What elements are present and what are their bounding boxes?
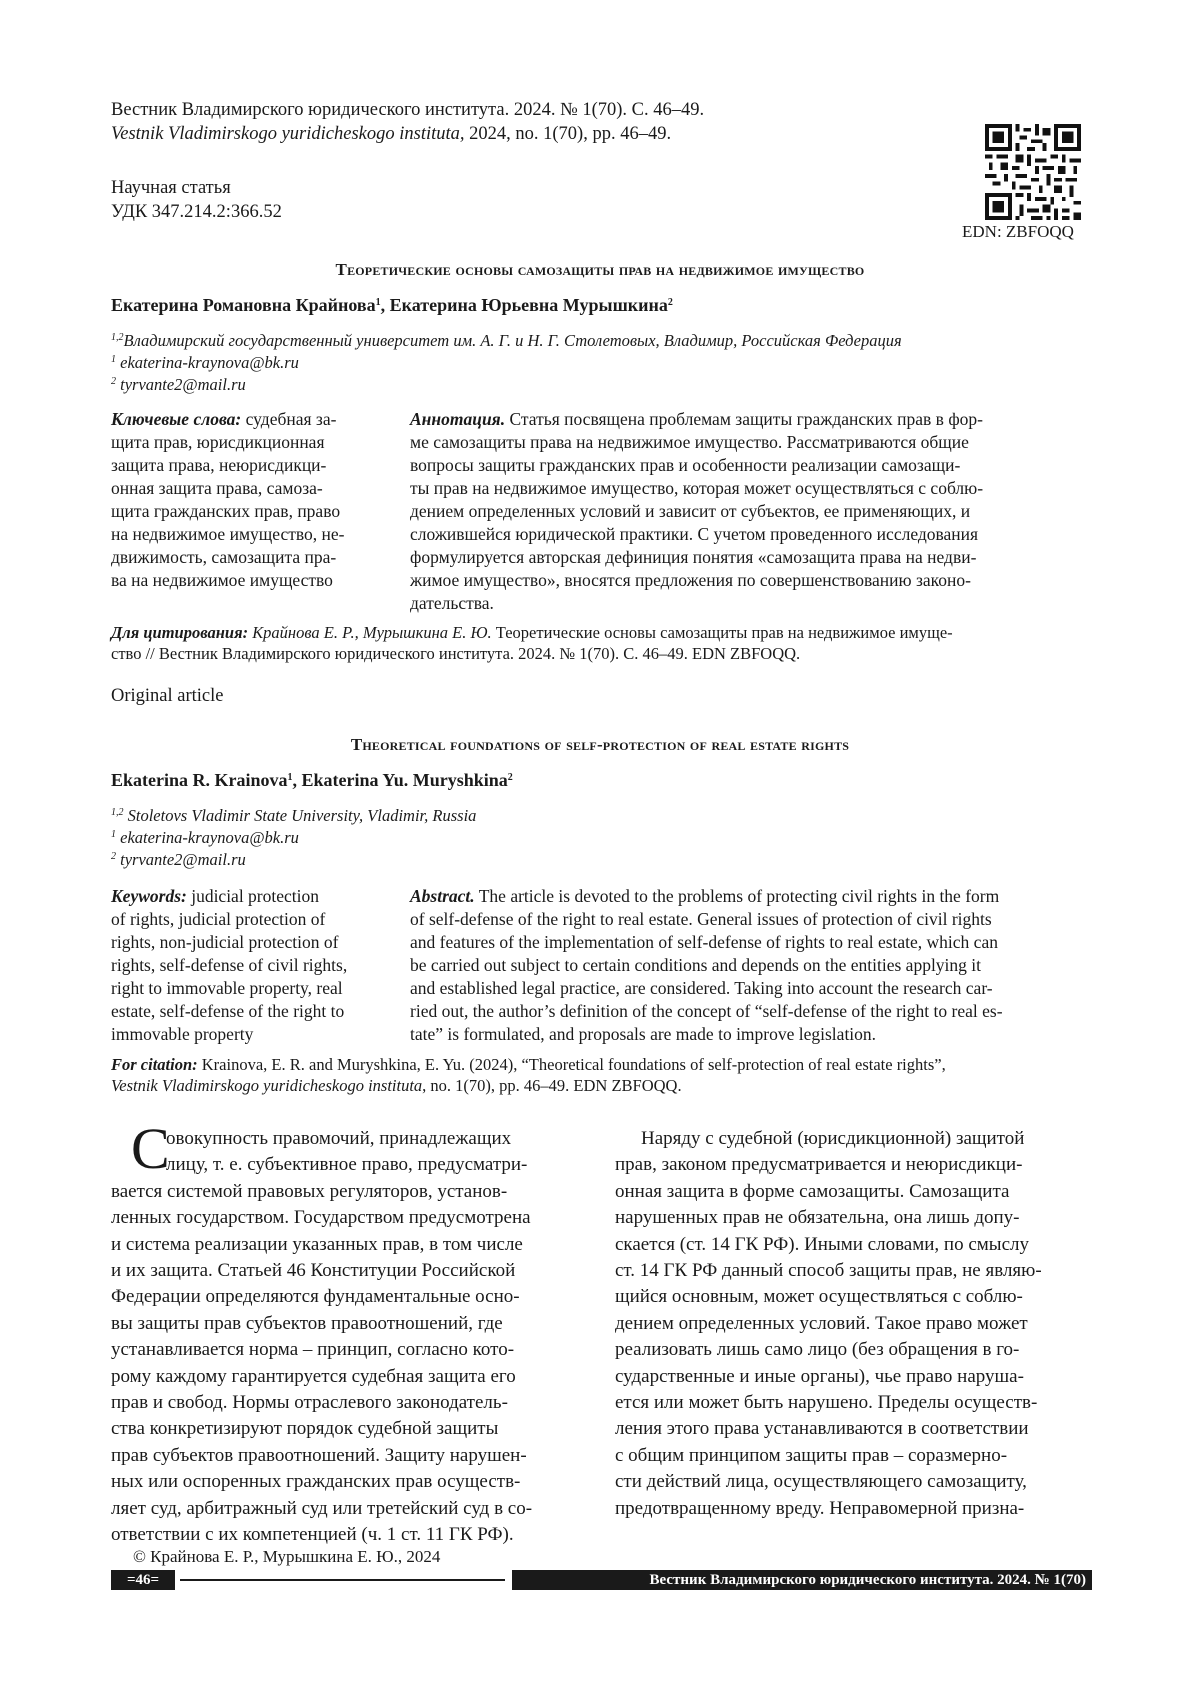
body-line: дением определенных условий. Такое право может — [615, 1312, 1028, 1334]
body-line: ления этого права устанавливаются в соответствии — [615, 1418, 1029, 1440]
drop-cap: С — [131, 1116, 170, 1181]
author1-en: Ekaterina R. Krainova — [111, 770, 288, 790]
udc-code: УДК 347.214.2:366.52 — [111, 202, 282, 222]
body-line: ется или может быть нарушено. Пределы осуществ- — [615, 1392, 1038, 1414]
article-title-ru: Теоретические основы самозащиты прав на недвижимое имущество — [335, 260, 865, 279]
email-line-1-ru — [111, 352, 299, 373]
body-line: нарушенных прав не обязательна, она лишь допу- — [615, 1207, 1020, 1229]
body-line: ляет суд, арбитражный суд или третейский суд в со- — [111, 1497, 533, 1519]
author2-en: Ekaterina Yu. Muryshkina — [301, 770, 508, 790]
body-line: прав и свобод. Нормы отраслевого законодатель- — [111, 1392, 508, 1414]
body-line: сти действий лица, осуществляющего самозащиту, — [615, 1471, 1027, 1493]
citation-authors-ru: Крайнова Е. Р., Мурышкина Е. Ю. — [248, 623, 492, 642]
footer-rule — [180, 1579, 505, 1581]
citation-ru — [111, 622, 953, 664]
body-line: и их защита. Статьей 46 Конституции Российской — [111, 1260, 516, 1282]
citation-text-ru: Теоретические основы самозащиты прав на недвижимое имуще- — [491, 623, 953, 642]
abstract-label-en: Abstract. — [410, 886, 475, 906]
affiliation-sup-en: 1,2 — [111, 807, 124, 818]
abstract-line: ты прав на недвижимое имущество, которая может осуществляться с соблю- — [410, 478, 984, 498]
body-line: ответствии с их компетенцией (ч. 1 ст. 11 ГК РФ). — [111, 1524, 514, 1546]
abstract-label-ru: Аннотация. — [410, 409, 506, 429]
affiliation-text-en: Stoletovs Vladimir State University, Vladimir, Russia — [127, 806, 477, 825]
abstract-line: ried out, the author’s definition of the concept of “self-defense of the right to real es- — [410, 1001, 1003, 1021]
body-line: овокупность правомочий, принадлежащих — [166, 1128, 512, 1149]
email1-en[interactable]: ekaterina-kraynova@bk.ru — [120, 828, 299, 847]
body-line: предотвращенному вреду. Неправомерной призна- — [615, 1497, 1025, 1519]
author1-ru: Екатерина Романовна Крайнова — [111, 295, 376, 315]
abstract-line: tate” is formulated, and proposals are made to improve legislation. — [410, 1024, 877, 1044]
email2-sup-en: 2 — [111, 851, 116, 862]
body-line: с общим принципом защиты прав – соразмерно- — [615, 1444, 1008, 1466]
page-number: =46= — [111, 1570, 175, 1590]
keywords-ru — [111, 408, 386, 592]
abstract-line: дательства. — [410, 593, 494, 613]
body-line: реализовать лишь само лицо (без обращения в го- — [615, 1339, 1020, 1361]
body-column-left — [111, 1126, 591, 1549]
journal-ref-en-issue: 2024, no. 1(70), pp. 46–49. — [464, 124, 672, 144]
article-title-en: Theoretical foundations of self-protection of real estate rights — [350, 735, 850, 754]
keywords-label-en: Keywords: — [111, 886, 187, 906]
body-line: ст. 14 ГК РФ данный способ защиты прав, не являю- — [615, 1260, 1042, 1282]
keywords-line: rights, non-judicial protection of — [111, 932, 339, 952]
body-column-right — [615, 1126, 1100, 1522]
authors-en: Ekaterina R. Krainova$^1$, Ekaterina Yu. Muryshkina$^2$ — [111, 770, 513, 790]
affiliation-en — [111, 805, 476, 826]
body-line: онная защита в форме самозащиты. Самозащита — [615, 1180, 1010, 1202]
email2-en[interactable]: tyrvante2@mail.ru — [120, 850, 246, 869]
abstract-line: вопросы защиты гражданских прав и особенности реализации самозащи- — [410, 455, 961, 475]
body-line: Федерации определяются фундаментальные осно- — [111, 1286, 520, 1308]
body-line: вы защиты прав субъектов правоотношений, где — [111, 1312, 503, 1334]
abstract-line: Аннотация. Статья посвящена проблемам защиты гражданских прав в фор- — [410, 409, 983, 429]
abstract-line: and established legal practice, are considered. Taking into account the research car- — [410, 978, 993, 998]
body-line: рому каждому гарантируется судебная защита его — [111, 1365, 516, 1387]
abstract-line: and features of the implementation of self-defense of rights to real estate, which can — [410, 932, 998, 952]
email1-sup-ru: 1 — [111, 354, 116, 365]
abstract-line: of self-defense of the right to real estate. General issues of protection of civil rights — [410, 909, 992, 929]
keywords-line: защита права, неюрисдикци- — [111, 455, 327, 475]
article-type-ru: Научная статья — [111, 178, 231, 198]
body-line: устанавливается норма – принцип, согласно кото- — [111, 1339, 515, 1361]
email1-ru[interactable]: ekaterina-kraynova@bk.ru — [120, 353, 299, 372]
abstract-line: формулируется авторская дефиниция понятия «самозащита права на недви- — [410, 547, 977, 567]
affiliation-text-ru: Владимирский государственный университет им. А. Г. и Н. Г. Столетовых, Владимир, Российская Федерация — [123, 331, 902, 350]
journal-ref-en — [111, 122, 671, 146]
copyright-note: © Крайнова Е. Р., Мурышкина Е. Ю., 2024 — [133, 1547, 441, 1566]
keywords-line: estate, self-defense of the right to — [111, 1001, 345, 1021]
body-line: прав субъектов правоотношений. Защиту нарушен- — [111, 1444, 527, 1466]
citation-issue-en: , no. 1(70), pp. 46–49. EDN ZBFOQQ. — [422, 1076, 682, 1095]
email-line-2-ru — [111, 374, 246, 395]
body-line: вается системой правовых регуляторов, установ- — [111, 1180, 508, 1202]
journal-ref-en-title: Vestnik Vladimirskogo yuridicheskogo instituta, — [111, 124, 465, 144]
keywords-line: онная защита права, самоза- — [111, 478, 323, 498]
abstract-en — [410, 885, 1100, 1046]
footer-journal: Вестник Владимирского юридического института. 2024. № 1(70) — [512, 1570, 1092, 1590]
body-line: лицу, т. е. субъективное право, предусматри- — [166, 1154, 528, 1176]
email-line-1-en — [111, 827, 299, 848]
citation-text-ru-2: ство // Вестник Владимирского юридического института. 2024. № 1(70). С. 46–49. EDN ZBFOQQ. — [111, 644, 801, 663]
body-line: ства конкретизируют порядок судебной защиты — [111, 1418, 499, 1440]
abstract-line: дением определенных условий и зависит от субъектов, ее применяющих, и — [410, 501, 971, 521]
abstract-line: сложившейся юридической практики. С учетом проведенного исследования — [410, 524, 979, 544]
keywords-line: rights, self-defense of civil rights, — [111, 955, 348, 975]
keywords-line: на недвижимое имущество, не- — [111, 524, 345, 544]
body-line: и система реализации указанных прав, в том числе — [111, 1233, 523, 1255]
abstract-line: ме самозащиты права на недвижимое имущество. Рассматриваются общие — [410, 432, 969, 452]
keywords-en — [111, 885, 386, 1046]
abstract-line: жимое имущество», вносятся предложения по совершенствованию законо- — [410, 570, 971, 590]
keywords-line: щита гражданских прав, право — [111, 501, 341, 521]
keywords-line: Keywords: judicial protection — [111, 886, 320, 906]
citation-label-en: For citation: — [111, 1055, 198, 1074]
keywords-line: движимость, самозащита пра- — [111, 547, 337, 567]
body-line: скается (ст. 14 ГК РФ). Иными словами, по смыслу — [615, 1233, 1029, 1255]
abstract-line: Abstract. The article is devoted to the problems of protecting civil rights in the form — [410, 886, 1000, 906]
keywords-line: immovable property — [111, 1024, 254, 1044]
citation-text-en: Krainova, E. R. and Muryshkina, E. Yu. (2024), “Theoretical foundations of self-protection of real estate rights”, — [197, 1055, 946, 1074]
edn-code: EDN: ZBFOQQ — [962, 222, 1074, 241]
keywords-line: ва на недвижимое имущество — [111, 570, 333, 590]
journal-ref-ru: Вестник Владимирского юридического института. 2024. № 1(70). С. 46–49. — [111, 100, 705, 120]
body-line: щийся основным, может осуществляться с соблю- — [615, 1286, 1023, 1308]
keywords-line: right to immovable property, real — [111, 978, 343, 998]
email1-sup-en: 1 — [111, 829, 116, 840]
citation-label-ru: Для цитирования: — [111, 623, 249, 642]
keywords-line: щита прав, юрисдикционная — [111, 432, 325, 452]
qr-code-icon — [985, 124, 1081, 220]
email2-sup-ru: 2 — [111, 376, 116, 387]
body-line: Наряду с судебной (юрисдикционной) защитой — [641, 1128, 1025, 1149]
citation-en — [111, 1054, 946, 1096]
authors-ru: Екатерина Романовна Крайнова$^1$, Екатерина Юрьевна Мурышкина$^2$ — [111, 295, 673, 315]
body-line: прав, законом предусматривается и неюрисдикци- — [615, 1154, 1023, 1176]
author2-ru: Екатерина Юрьевна Мурышкина — [389, 295, 668, 315]
body-line: ных или оспоренных гражданских прав осуществ- — [111, 1471, 521, 1493]
body-line: ленных государством. Государством предусмотрена — [111, 1207, 531, 1229]
keywords-line: of rights, judicial protection of — [111, 909, 326, 929]
abstract-ru — [410, 408, 1100, 615]
keywords-label-ru: Ключевые слова: — [111, 409, 242, 429]
keywords-line: Ключевые слова: судебная за- — [111, 409, 337, 429]
article-type-en: Original article — [111, 686, 224, 706]
email2-ru[interactable]: tyrvante2@mail.ru — [120, 375, 246, 394]
affiliation-ru — [111, 330, 902, 351]
affiliation-sup-ru: 1,2 — [111, 332, 124, 343]
body-line: сударственные и иные органы), чье право наруша- — [615, 1365, 1024, 1387]
email-line-2-en — [111, 849, 246, 870]
abstract-line: be carried out subject to certain conditions and depends on the entities applying it — [410, 955, 982, 975]
citation-journal-en: Vestnik Vladimirskogo yuridicheskogo instituta — [111, 1076, 423, 1095]
